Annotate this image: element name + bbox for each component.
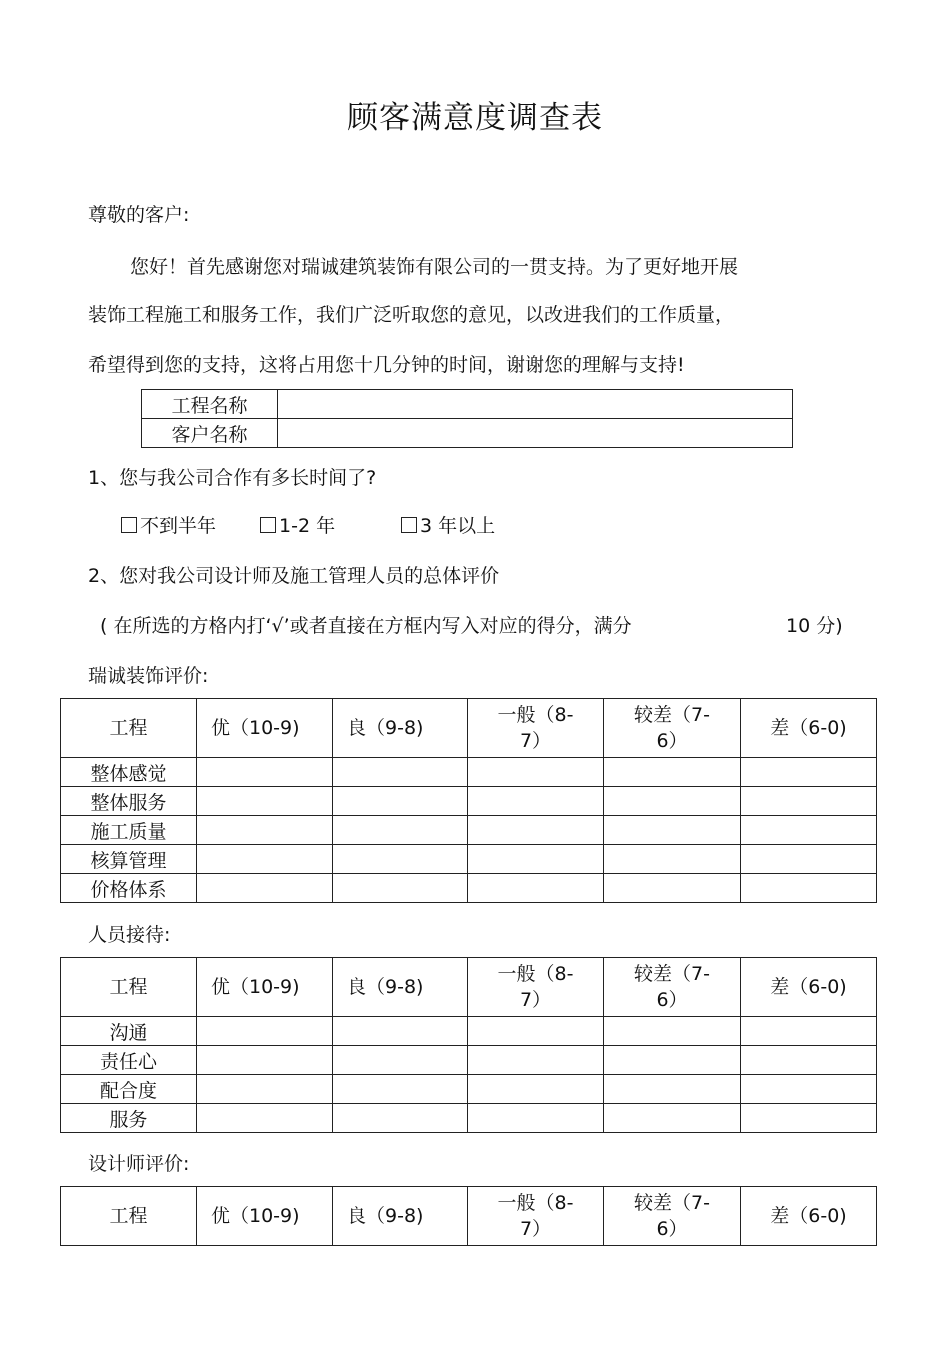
col-header-average-a: 一般（8- [497, 704, 574, 726]
option-1-2-years[interactable] [260, 511, 335, 538]
max-score: 10 分) [786, 615, 843, 637]
row-label: 价格体系 [61, 874, 197, 903]
rating-cell[interactable] [197, 1075, 333, 1104]
rating-cell[interactable] [468, 874, 604, 903]
option-label: 1-2 年 [279, 515, 336, 537]
col-header-poor-b: 6） [656, 989, 688, 1011]
col-header-good: 良（9-8) [333, 699, 468, 758]
rating-cell[interactable] [741, 1104, 877, 1133]
col-header-poor [604, 958, 741, 1017]
project-name-label: 工程名称 [142, 390, 278, 419]
rating-cell[interactable] [333, 1104, 468, 1133]
rating-cell[interactable] [197, 1046, 333, 1075]
table-row [61, 874, 877, 903]
row-label: 施工质量 [61, 816, 197, 845]
table-row [61, 787, 877, 816]
rating-cell[interactable] [604, 1017, 741, 1046]
col-header-average [468, 699, 604, 758]
rating-cell[interactable] [604, 758, 741, 787]
col-header-poor-b: 6） [656, 730, 688, 752]
col-header-poor [604, 1187, 741, 1246]
rating-cell[interactable] [468, 845, 604, 874]
rating-cell[interactable] [741, 787, 877, 816]
col-header-project: 工程 [61, 1187, 197, 1246]
rating-cell[interactable] [333, 874, 468, 903]
rating-cell[interactable] [197, 758, 333, 787]
rating-table-designer [60, 1186, 877, 1246]
table-row [61, 758, 877, 787]
checkbox-icon[interactable] [401, 517, 417, 533]
project-info-table [141, 389, 793, 448]
greeting: 尊敬的客户: [88, 204, 190, 226]
row-label: 核算管理 [61, 845, 197, 874]
rating-cell[interactable] [468, 816, 604, 845]
rating-cell[interactable] [604, 1046, 741, 1075]
table-row [61, 816, 877, 845]
rating-cell[interactable] [333, 845, 468, 874]
page-title: 顾客满意度调查表 [347, 100, 603, 136]
option-label: 3 年以上 [420, 515, 496, 537]
col-header-good: 良（9-8) [333, 1187, 468, 1246]
intro-line-2: 装饰工程施工和服务工作，我们广泛听取您的意见，以改进我们的工作质量， [88, 304, 735, 326]
rating-cell[interactable] [197, 1017, 333, 1046]
rating-cell[interactable] [604, 816, 741, 845]
row-label: 服务 [61, 1104, 197, 1133]
rating-cell[interactable] [468, 1104, 604, 1133]
option-half-year[interactable] [121, 511, 216, 538]
rating-cell[interactable] [604, 1075, 741, 1104]
row-label: 整体感觉 [61, 758, 197, 787]
col-header-project: 工程 [61, 958, 197, 1017]
rating-cell[interactable] [741, 1046, 877, 1075]
rating-cell[interactable] [197, 787, 333, 816]
rating-cell[interactable] [604, 787, 741, 816]
col-header-good: 良（9-8) [333, 958, 468, 1017]
col-header-bad: 差（6-0) [741, 958, 877, 1017]
rating-cell[interactable] [468, 1017, 604, 1046]
col-header-bad: 差（6-0) [741, 1187, 877, 1246]
col-header-average [468, 1187, 604, 1246]
rating-table-staff [60, 957, 877, 1133]
row-label: 整体服务 [61, 787, 197, 816]
rating-cell[interactable] [468, 758, 604, 787]
col-header-poor-a: 较差（7- [634, 704, 710, 726]
option-label: 不到半年 [140, 515, 217, 537]
table-row [61, 1017, 877, 1046]
header-row [61, 699, 877, 758]
rating-cell[interactable] [741, 816, 877, 845]
header-row [61, 958, 877, 1017]
rating-cell[interactable] [741, 1017, 877, 1046]
option-3-plus-years[interactable] [401, 511, 495, 538]
rating-cell[interactable] [197, 816, 333, 845]
rating-cell[interactable] [197, 1104, 333, 1133]
rating-cell[interactable] [741, 1075, 877, 1104]
rating-cell[interactable] [333, 816, 468, 845]
checkbox-icon[interactable] [260, 517, 276, 533]
col-header-bad: 差（6-0) [741, 699, 877, 758]
col-header-poor-a: 较差（7- [634, 963, 710, 985]
section-title-staff: 人员接待: [88, 924, 171, 946]
table-row [61, 1104, 877, 1133]
instruction-text: ( 在所选的方格内打‘√’或者直接在方框内写入对应的得分，满分 [100, 615, 632, 637]
table-row [61, 1075, 877, 1104]
col-header-poor-a: 较差（7- [634, 1192, 710, 1214]
header-row [61, 1187, 877, 1246]
row-label: 沟通 [61, 1017, 197, 1046]
project-name-field[interactable] [278, 390, 793, 419]
question-2: 2、您对我公司设计师及施工管理人员的总体评价 [88, 565, 500, 587]
rating-cell[interactable] [197, 845, 333, 874]
table-row [61, 845, 877, 874]
rating-cell[interactable] [604, 1104, 741, 1133]
col-header-excellent: 优（10-9) [197, 958, 333, 1017]
col-header-average-b: 7） [519, 989, 552, 1011]
col-header-average-a: 一般（8- [497, 963, 574, 985]
rating-cell[interactable] [468, 1075, 604, 1104]
client-name-label: 客户名称 [142, 419, 278, 448]
rating-cell[interactable] [741, 845, 877, 874]
col-header-average-b: 7） [519, 730, 552, 752]
intro-line-3: 希望得到您的支持，这将占用您十几分钟的时间，谢谢您的理解与支持! [88, 354, 685, 376]
rating-instruction [100, 611, 843, 638]
row-label: 责任心 [61, 1046, 197, 1075]
rating-cell[interactable] [333, 787, 468, 816]
rating-cell[interactable] [333, 1017, 468, 1046]
col-header-project: 工程 [61, 699, 197, 758]
rating-cell[interactable] [604, 845, 741, 874]
rating-cell[interactable] [197, 874, 333, 903]
col-header-average-b: 7） [519, 1218, 552, 1240]
col-header-average-a: 一般（8- [497, 1192, 574, 1214]
intro-line-1: 您好！首先感谢您对瑞诚建筑装饰有限公司的一贯支持。为了更好地开展 [130, 256, 739, 278]
rating-cell[interactable] [468, 787, 604, 816]
col-header-excellent: 优（10-9) [197, 699, 333, 758]
client-name-field[interactable] [278, 419, 793, 448]
checkbox-icon[interactable] [121, 517, 137, 533]
section-title-company: 瑞诚装饰评价: [88, 665, 209, 687]
table-row [61, 1046, 877, 1075]
section-title-designer: 设计师评价: [88, 1153, 190, 1175]
rating-cell[interactable] [333, 1046, 468, 1075]
question-1: 1、您与我公司合作有多长时间了? [88, 467, 377, 489]
rating-cell[interactable] [333, 1075, 468, 1104]
col-header-poor [604, 699, 741, 758]
col-header-poor-b: 6） [656, 1218, 688, 1240]
rating-cell[interactable] [741, 874, 877, 903]
rating-cell[interactable] [604, 874, 741, 903]
rating-cell[interactable] [741, 758, 877, 787]
rating-cell[interactable] [468, 1046, 604, 1075]
row-label: 配合度 [61, 1075, 197, 1104]
col-header-average [468, 958, 604, 1017]
col-header-excellent: 优（10-9) [197, 1187, 333, 1246]
rating-table-company [60, 698, 877, 903]
rating-cell[interactable] [333, 758, 468, 787]
